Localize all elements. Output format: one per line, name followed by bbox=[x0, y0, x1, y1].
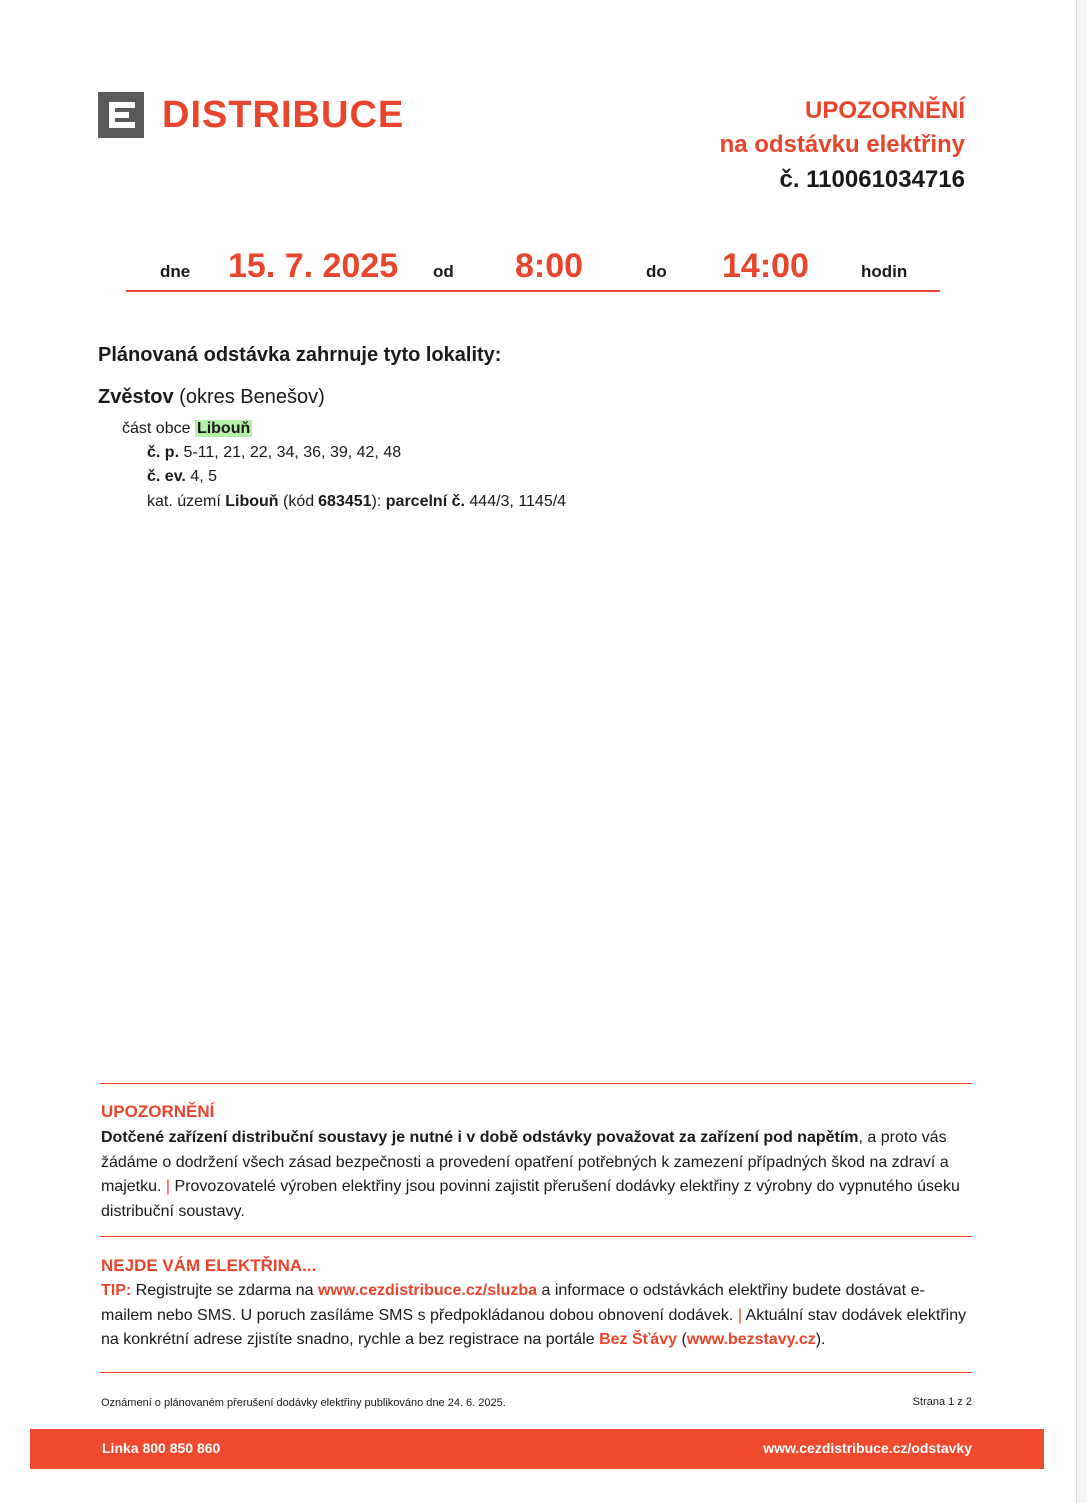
district: (okres Benešov) bbox=[179, 386, 325, 408]
cp-label: č. p. bbox=[147, 444, 180, 461]
parcel-values: 444/3, 1145/4 bbox=[469, 493, 567, 510]
nopower-text-2: a informace o odstávkách elektřiny budete dostávat e-mailem nebo SMS. U poruch zasíláme SMS s předpokládanou dobou obnovení dodávek. bbox=[101, 1282, 925, 1324]
link2-close: ). bbox=[815, 1331, 826, 1348]
outages-link[interactable]: www.cezdistribuce.cz/odstavky bbox=[763, 1440, 972, 1456]
notice-number: č. 110061034716 bbox=[779, 166, 965, 193]
notice-subtitle: na odstávku elektřiny bbox=[719, 131, 965, 158]
kod-open: (kód bbox=[283, 493, 315, 510]
parcel-label: parcelní č. bbox=[385, 493, 465, 510]
cev-label: č. ev. bbox=[147, 468, 186, 485]
footer-bar bbox=[30, 1429, 1044, 1469]
kod-close: ): bbox=[371, 493, 382, 510]
town-line bbox=[98, 386, 325, 409]
cez-logo-icon bbox=[98, 92, 144, 138]
divider bbox=[100, 1236, 972, 1237]
divider bbox=[100, 1083, 972, 1084]
tip-label: TIP: bbox=[101, 1282, 132, 1299]
cez-logo bbox=[98, 92, 404, 138]
cez-e-icon bbox=[109, 102, 135, 128]
nopower-heading: NEJDE VÁM ELEKTŘINA... bbox=[101, 1256, 317, 1275]
bezstavy-link[interactable]: www.bezstavy.cz bbox=[686, 1331, 816, 1348]
kat-line bbox=[147, 493, 566, 511]
cev-values: 4, 5 bbox=[190, 468, 217, 485]
page-edge bbox=[1076, 0, 1087, 1503]
part-label: část obce bbox=[122, 420, 191, 437]
outage-to: 14:00 bbox=[722, 247, 809, 285]
part-line bbox=[122, 420, 252, 438]
warning-text bbox=[101, 1126, 976, 1224]
nopower-text bbox=[101, 1279, 976, 1353]
separator: | bbox=[737, 1306, 742, 1324]
cp-line bbox=[147, 444, 401, 462]
localities-heading: Plánovaná odstávka zahrnuje tyto lokality: bbox=[98, 344, 502, 366]
warning-text-1: , a proto vás žádáme o dodržení všech zásad bezpečnosti a provedení opatření potřebných k zamezení případných škod na zdraví a majetku. bbox=[101, 1129, 949, 1195]
town-name: Zvěstov bbox=[98, 386, 174, 408]
bezstavy-brand: Bez Šťávy bbox=[599, 1331, 677, 1348]
logo-text: DISTRIBUCE bbox=[162, 93, 405, 136]
outage-from: 8:00 bbox=[515, 247, 584, 285]
cp-values: 5-11, 21, 22, 34, 36, 39, 42, 48 bbox=[183, 444, 402, 461]
kat-label: kat. území bbox=[147, 493, 221, 510]
kat-name: Libouň bbox=[225, 493, 279, 510]
warning-bold-text: Dotčené zařízení distribuční soustavy je nutné i v době odstávky považovat za zařízení pod napětím bbox=[101, 1129, 859, 1146]
outage-date: 15. 7. 2025 bbox=[228, 247, 399, 285]
warning-text-2: Provozovatelé výroben elektřiny jsou povinni zajistit přerušení dodávky elektřiny z výrobny do vypnutého úseku distribuční soustavy. bbox=[101, 1178, 960, 1220]
notice-header bbox=[720, 94, 965, 198]
page-number: Strana 1 z 2 bbox=[912, 1396, 972, 1408]
dne-label: dne bbox=[160, 262, 191, 281]
part-name: Libouň bbox=[196, 420, 251, 437]
link2-open: ( bbox=[681, 1331, 687, 1348]
nopower-text-3: Aktuální stav dodávek elektřiny na konkrétní adrese zjistíte snadno, rychle a bez registrace na portále bbox=[101, 1306, 967, 1348]
outage-schedule bbox=[126, 244, 940, 292]
hotline[interactable]: Linka 800 850 860 bbox=[102, 1440, 221, 1456]
publication-note: Oznámení o plánovaném přerušení dodávky elektřiny publikováno dne 24. 6. 2025. bbox=[101, 1397, 506, 1409]
cev-line bbox=[147, 468, 217, 486]
kod-value: 683451 bbox=[318, 493, 372, 510]
nopower-text-1: Registrujte se zdarma na bbox=[135, 1282, 314, 1299]
registration-link[interactable]: www.cezdistribuce.cz/sluzba bbox=[317, 1282, 538, 1299]
hodin-label: hodin bbox=[861, 262, 908, 281]
do-label: do bbox=[646, 262, 667, 281]
notice-title: UPOZORNĚNÍ bbox=[804, 97, 965, 124]
od-label: od bbox=[433, 262, 454, 281]
divider bbox=[100, 1372, 972, 1373]
warning-heading: UPOZORNĚNÍ bbox=[101, 1102, 215, 1121]
separator: | bbox=[165, 1178, 171, 1195]
